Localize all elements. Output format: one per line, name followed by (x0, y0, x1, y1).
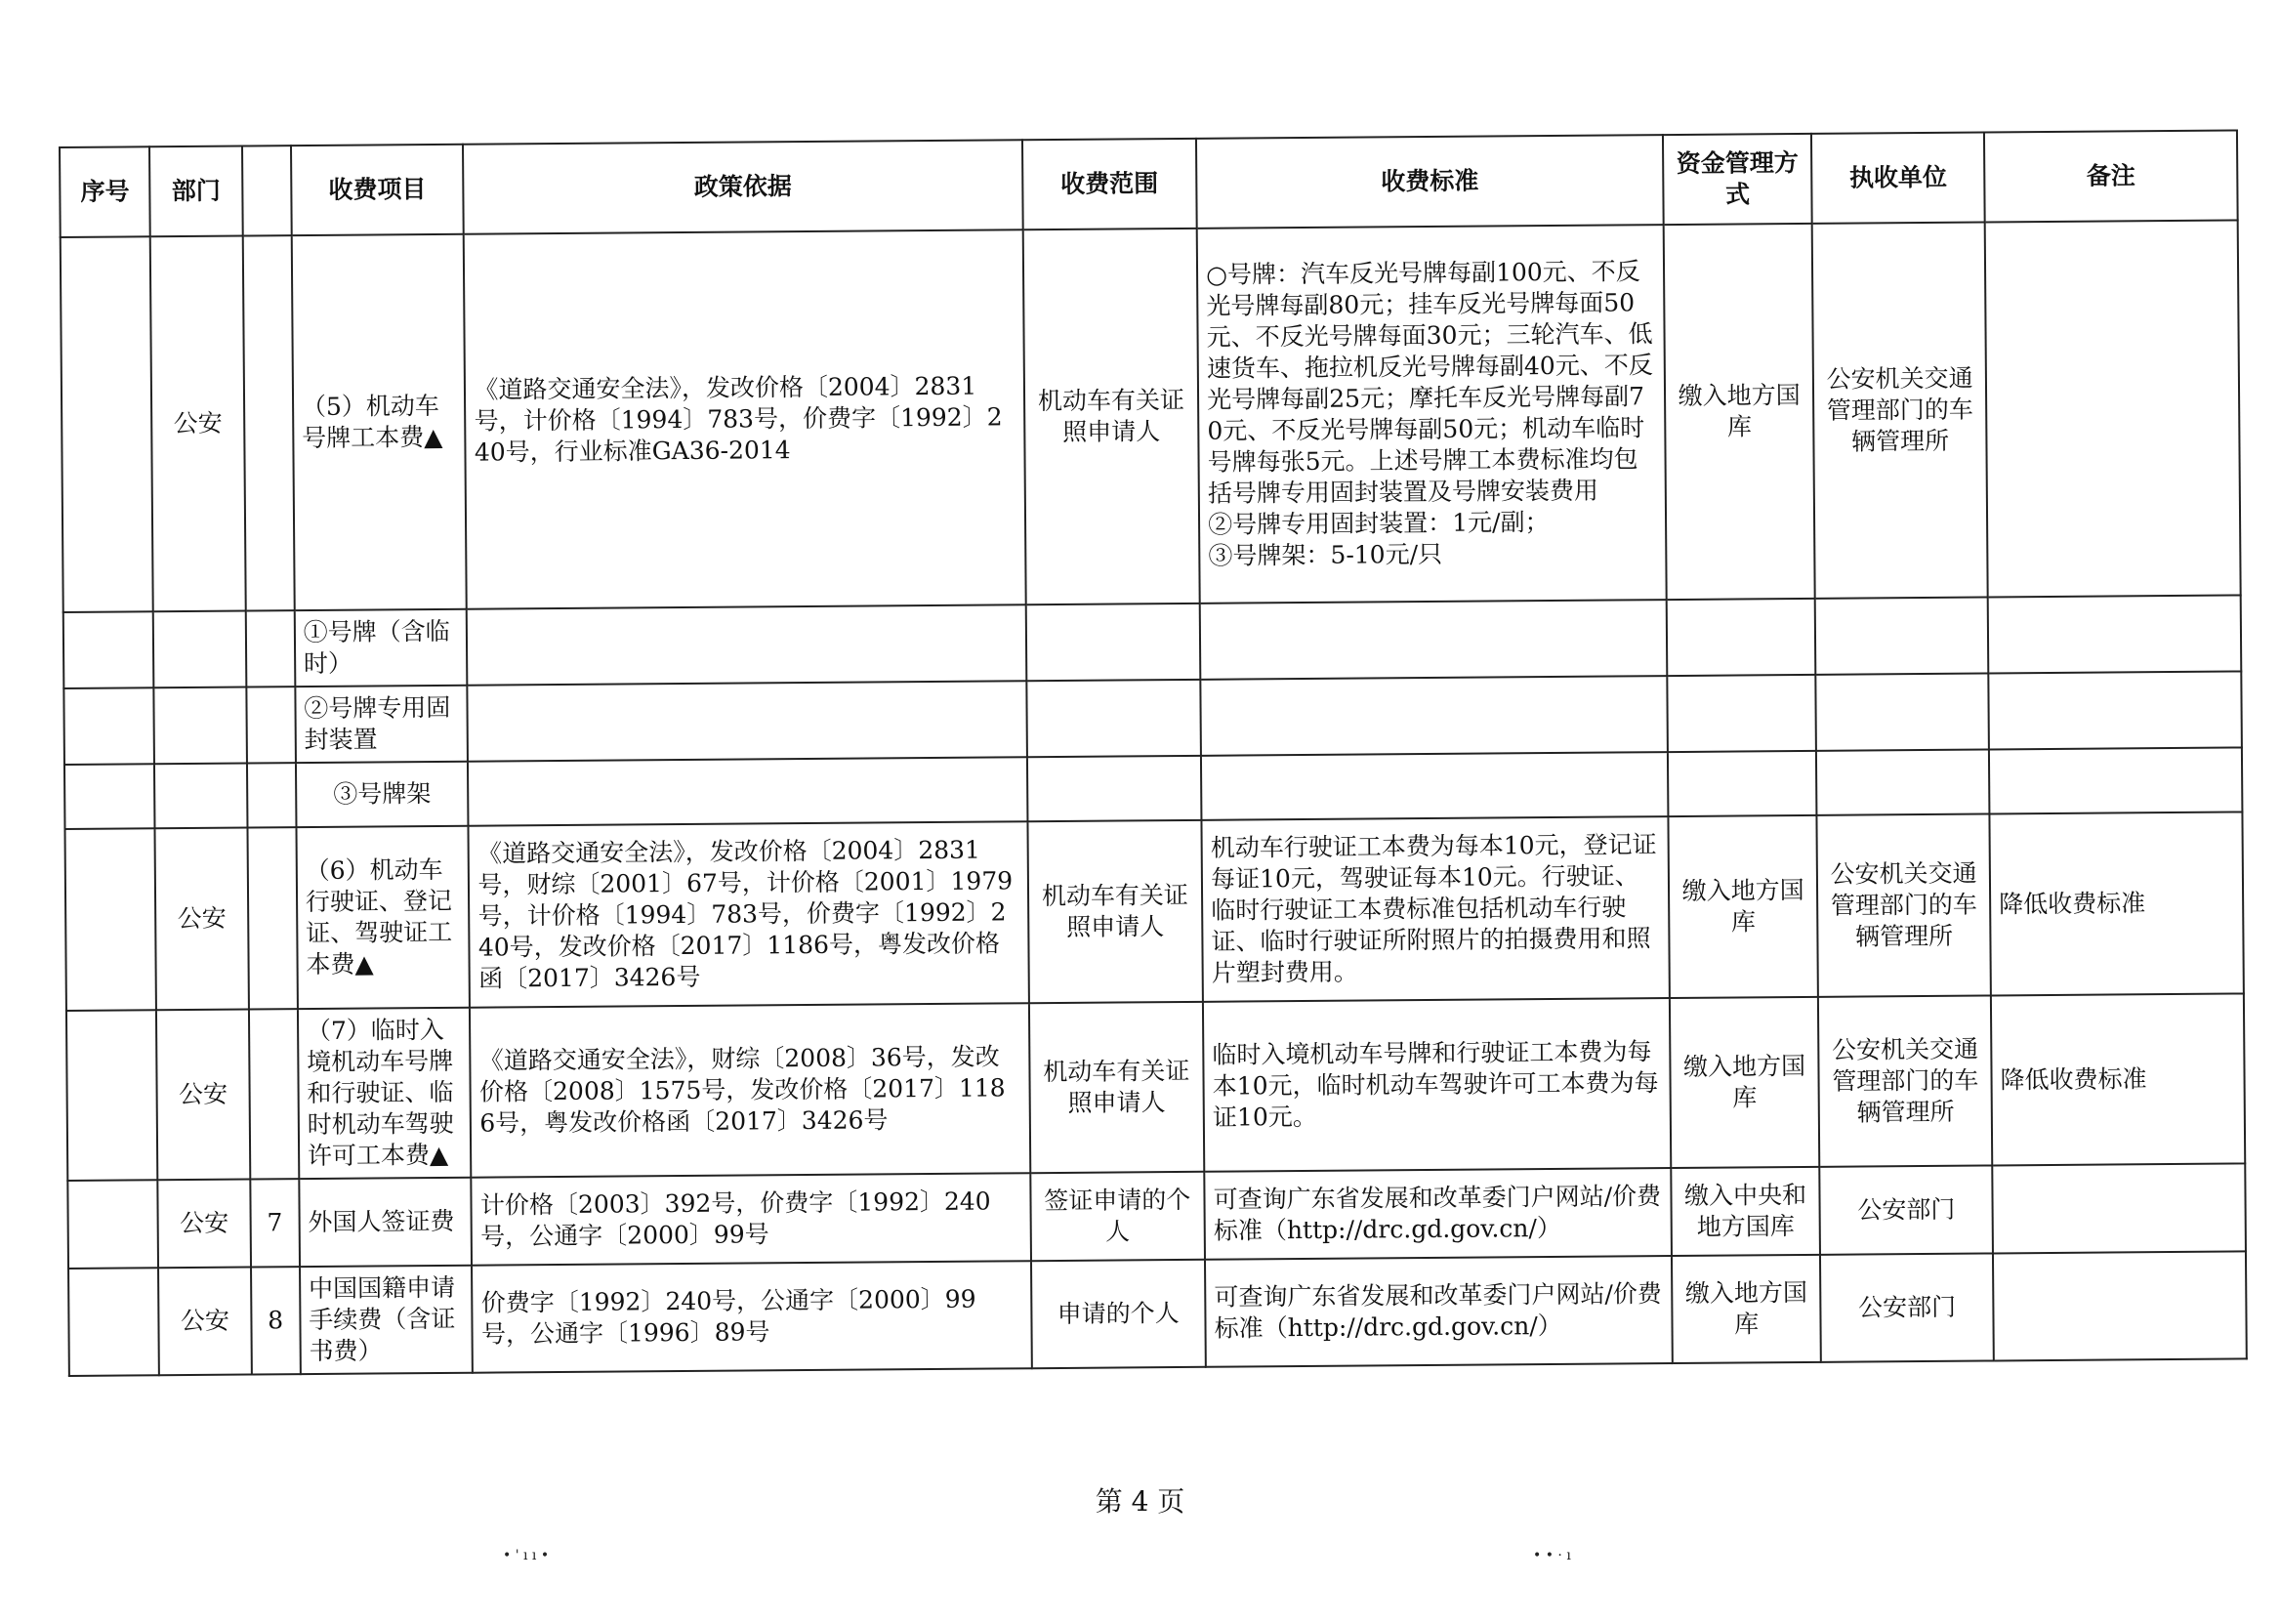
cell-funds: 缴入地方国库 (1664, 224, 1816, 600)
cell-funds (1668, 751, 1817, 816)
table-row (61, 220, 2241, 612)
cell-dept: 公安 (156, 1009, 250, 1180)
cell-item: ②号牌专用固封装置 (295, 686, 468, 763)
cell-basis (468, 757, 1027, 825)
cell-subseq (242, 235, 294, 610)
cell-collector (1816, 749, 1989, 814)
cell-funds: 缴入地方国库 (1672, 1255, 1821, 1363)
cell-standard (1197, 225, 1667, 604)
cell-item: 中国国籍申请手续费（含证书费） (300, 1266, 473, 1374)
cell-scope: 机动车有关证照申请人 (1022, 229, 1200, 604)
cell-item: ①号牌（含临时） (295, 609, 468, 687)
cell-seq (64, 764, 155, 829)
cell-seq (61, 236, 153, 612)
cell-basis: 计价格〔2003〕392号，价费字〔1992〕240号，公通字〔2000〕99号 (472, 1173, 1031, 1265)
cell-dept: 公安 (158, 1179, 251, 1268)
cell-remarks (1993, 1251, 2247, 1360)
scan-mark-right: • • · ı (1533, 1548, 1571, 1563)
cell-scope: 机动车有关证照申请人 (1028, 1002, 1204, 1173)
cell-basis: 《道路交通安全法》，发改价格〔2004〕2831号，财综〔2001〕67号，计价格〔2001〕1979号，计价格〔1994〕783号，价费字〔1992〕240号，发改价格〔2017〕1186号，粤发改价格函〔2017〕3426号 (469, 821, 1028, 1007)
header-collector: 执收单位 (1811, 133, 1984, 224)
cell-standard: 临时入境机动车号牌和行驶证工本费为每本10元，临时机动车驾驶许可工本费为每证10元。 (1203, 998, 1671, 1172)
cell-scope (1026, 680, 1201, 757)
fee-table (59, 129, 2248, 1376)
cell-scope (1026, 756, 1201, 821)
table-row (64, 812, 2243, 1011)
cell-dept: 公安 (150, 236, 245, 612)
scan-mark-left: • ' ı ı • (503, 1548, 550, 1563)
cell-funds: 缴入中央和地方国库 (1671, 1167, 1820, 1256)
cell-basis: 价费字〔1992〕240号，公通字〔2000〕99号，公通字〔1996〕89号 (472, 1261, 1031, 1372)
header-scope: 收费范围 (1021, 139, 1196, 229)
cell-scope: 签证申请的个人 (1030, 1172, 1205, 1261)
cell-subseq (247, 827, 298, 1009)
cell-standard (1200, 676, 1667, 756)
cell-dept (153, 611, 246, 688)
cell-subseq: 8 (251, 1267, 301, 1374)
cell-item: （7）临时入境机动车号牌和行驶证、临时机动车驾驶许可工本费▲ (298, 1008, 472, 1179)
cell-dept (154, 764, 247, 829)
cell-remarks (1988, 671, 2242, 749)
cell-collector: 公安机关交通管理部门的车辆管理所 (1818, 995, 1992, 1166)
cell-remarks (1989, 747, 2242, 813)
cell-basis: 《道路交通安全法》，发改价格〔2004〕2831号，计价格〔1994〕783号，价费字〔1992〕240号，行业标准GA36-2014 (464, 229, 1025, 608)
cell-funds (1667, 599, 1816, 676)
cell-scope (1025, 604, 1200, 681)
cell-remarks: 降低收费标准 (1989, 812, 2243, 995)
cell-collector: 公安部门 (1820, 1165, 1993, 1254)
table-row (68, 1251, 2247, 1376)
cell-subseq (247, 763, 297, 827)
table-row (66, 993, 2245, 1181)
cell-item: ③号牌架 (296, 762, 469, 827)
cell-basis (467, 604, 1026, 685)
cell-remarks (1985, 220, 2241, 597)
cell-standard: 可查询广东省发展和改革委门户网站/价费标准（http://drc.gd.gov.cn/） (1204, 1168, 1671, 1260)
cell-seq (68, 1268, 159, 1376)
standard-line-plates: ○号牌：汽车反光号牌每副100元、不反光号牌每副80元；挂车反光号牌每面50元、不反光号牌每面30元；三轮汽车、低速货车、拖拉机反光号牌每副40元、不反光号牌每副25元；摩托车反光号牌每副70元、不反光号牌每副50元；机动车临时号牌每张5元。上述号牌工本费标准均包括号牌专用固封装置及号牌安装费用 (1206, 257, 1653, 508)
cell-standard: 可查询广东省发展和改革委门户网站/价费标准（http://drc.gd.gov.cn/） (1205, 1256, 1673, 1367)
cell-subseq (249, 1009, 300, 1179)
header-standard: 收费标准 (1196, 135, 1663, 229)
header-seq: 序号 (60, 146, 150, 237)
header-item: 收费项目 (291, 145, 464, 235)
cell-item: 外国人签证费 (299, 1178, 472, 1267)
cell-funds: 缴入地方国库 (1670, 997, 1820, 1168)
cell-funds: 缴入地方国库 (1668, 815, 1818, 998)
header-remarks: 备注 (1984, 130, 2238, 222)
cell-seq (64, 828, 156, 1011)
cell-standard: 机动车行驶证工本费为每本10元，登记证每证10元，驾驶证每本10元。行驶证、临时行驶证工本费标准包括机动车行驶证、临时行驶证所附照片的拍摄费用和照片塑封费用。 (1202, 816, 1670, 1002)
header-funds: 资金管理方式 (1663, 134, 1812, 225)
cell-collector: 公安机关交通管理部门的车辆管理所 (1817, 813, 1991, 996)
cell-remarks: 降低收费标准 (1991, 993, 2245, 1165)
cell-subseq (246, 687, 296, 763)
cell-seq (67, 1180, 158, 1269)
header-dept: 部门 (149, 146, 242, 237)
cell-remarks (1988, 595, 2242, 673)
cell-standard (1201, 752, 1668, 820)
fee-table-frame (59, 146, 2238, 1377)
page-number: 第 4 页 (1095, 1485, 1185, 1518)
cell-standard (1200, 600, 1667, 680)
cell-scope: 机动车有关证照申请人 (1027, 820, 1203, 1003)
standard-line-seal: ②号牌专用固封装置：1元/副； (1208, 508, 1550, 539)
cell-scope: 申请的个人 (1030, 1260, 1205, 1368)
cell-dept: 公安 (158, 1267, 251, 1375)
cell-seq (63, 611, 154, 688)
cell-funds (1667, 675, 1816, 752)
table-row (67, 1163, 2246, 1269)
header-subseq (242, 146, 292, 235)
cell-item: （6）机动车行驶证、登记证、驾驶证工本费▲ (296, 826, 470, 1009)
cell-collector (1816, 673, 1989, 750)
cell-dept: 公安 (155, 828, 249, 1011)
cell-seq (66, 1010, 158, 1181)
header-basis: 政策依据 (463, 140, 1022, 233)
cell-dept (154, 687, 247, 765)
cell-subseq (245, 610, 295, 687)
cell-basis: 《道路交通安全法》，财综〔2008〕36号，发改价格〔2008〕1575号，发改价格〔2017〕1186号，粤发改价格函〔2017〕3426号 (470, 1003, 1029, 1177)
cell-collector: 公安部门 (1820, 1253, 1993, 1361)
table-header-row (60, 130, 2238, 237)
cell-collector: 公安机关交通管理部门的车辆管理所 (1812, 223, 1988, 599)
cell-basis (468, 681, 1027, 761)
standard-line-frame: ③号牌架：5-10元/只 (1208, 539, 1443, 570)
cell-item: （5）机动车号牌工本费▲ (292, 234, 468, 610)
cell-subseq: 7 (250, 1179, 300, 1267)
cell-remarks (1992, 1163, 2246, 1253)
cell-seq (63, 687, 154, 765)
cell-collector (1815, 597, 1988, 674)
